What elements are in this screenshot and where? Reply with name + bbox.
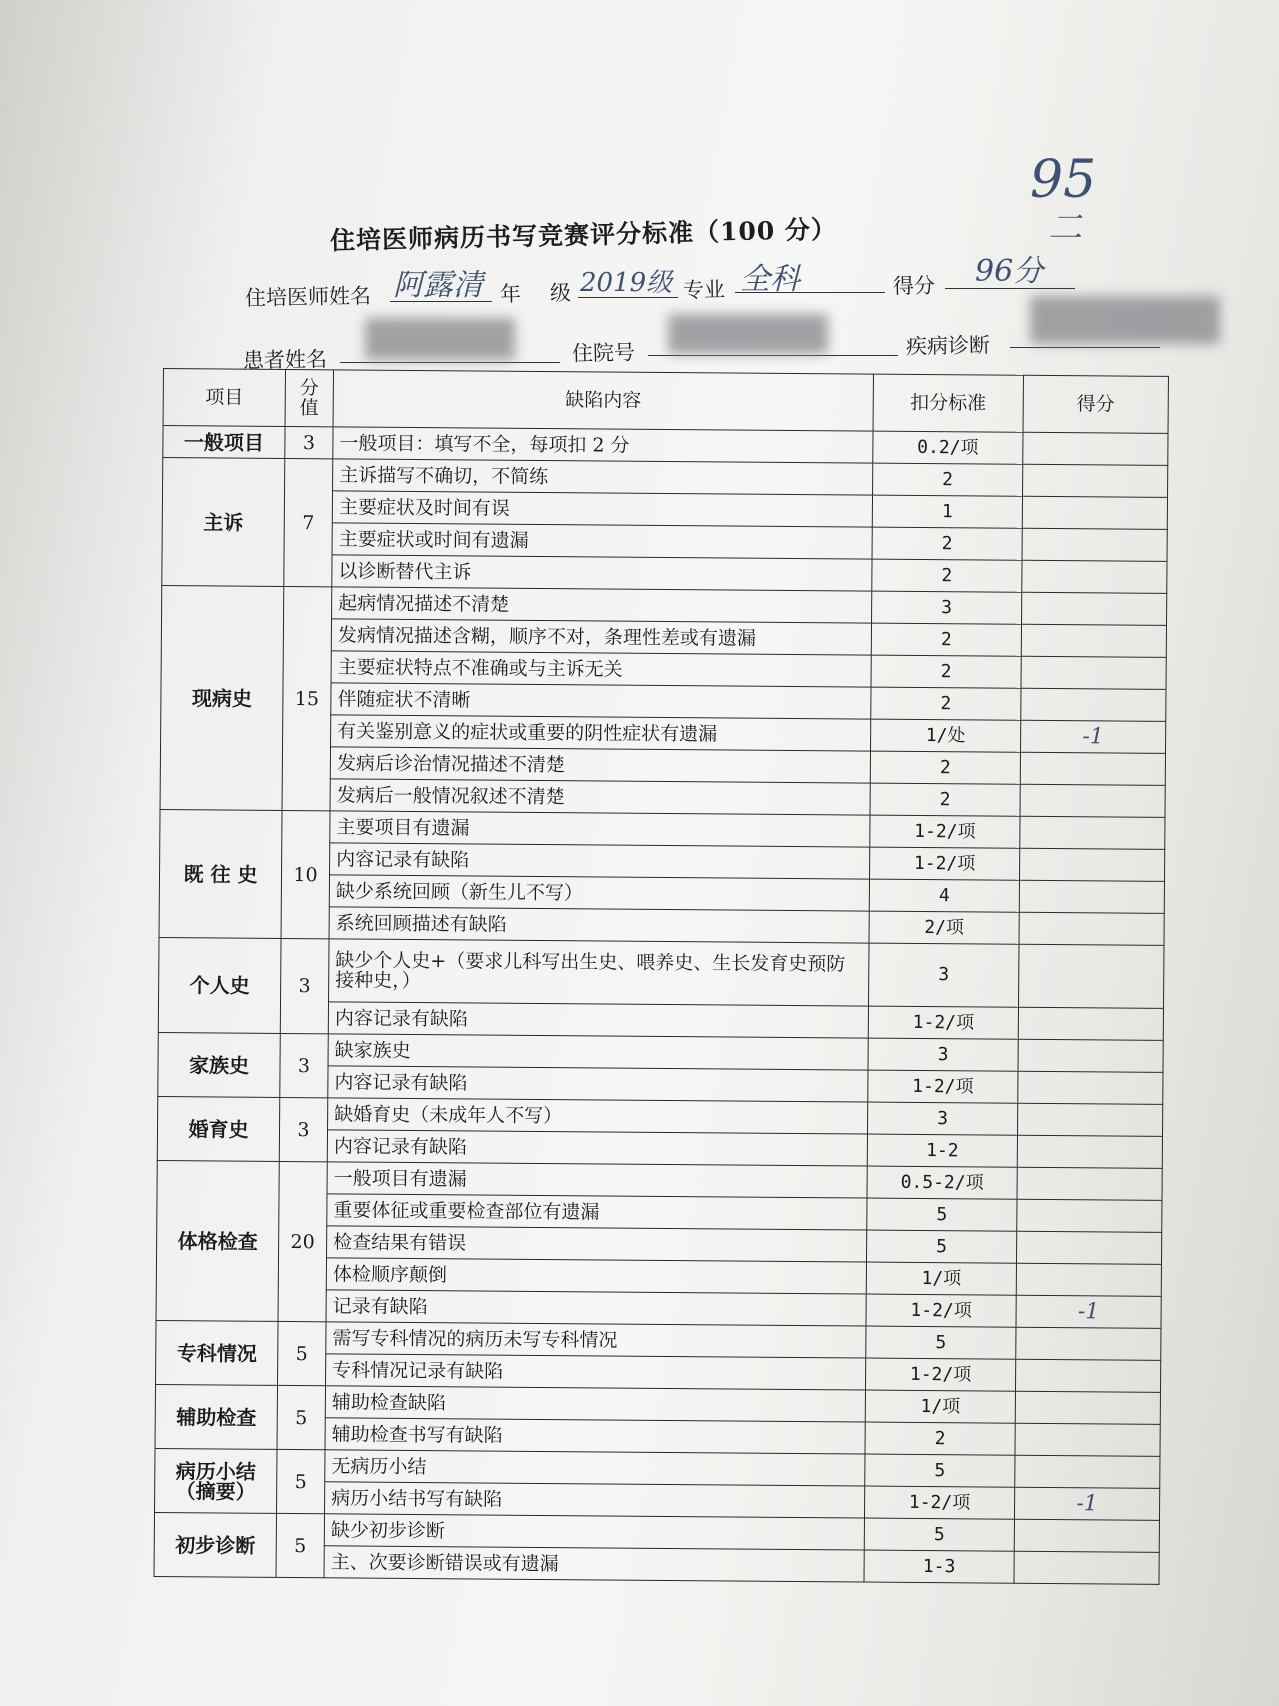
category-cell: 既 往 史 [159,809,282,938]
year-label: 年 [499,281,522,307]
deduction-standard-cell: 2 [872,559,1022,592]
defect-cell: 伴随症状不清晰 [331,683,871,719]
deduction-standard-cell: 2/项 [869,911,1019,944]
score-got-cell[interactable] [1020,816,1165,849]
deduction-standard-cell: 3 [868,1102,1018,1135]
deduction-standard-cell: 2 [870,751,1020,784]
diagnosis-underline [1010,347,1160,348]
category-cell: 一般项目 [163,426,285,459]
category-score-cell: 3 [285,426,333,458]
defect-cell: 系统回顾描述有缺陷 [329,907,869,943]
deduction-standard-cell: 2 [871,655,1021,688]
defect-cell: 检查结果有错误 [327,1226,867,1262]
deduction-standard-cell: 3 [872,591,1022,624]
defect-cell: 以诊断替代主诉 [332,555,872,591]
category-cell: 辅助检查 [155,1384,277,1449]
score-got-cell[interactable] [1019,912,1164,945]
defect-cell: 内容记录有缺陷 [328,1002,868,1038]
grade-label: 级 [549,280,572,306]
grade-value: 2019级 [580,268,673,298]
category-score-cell: 3 [280,938,329,1033]
score-got-cell[interactable] [1016,1295,1161,1328]
table-header-row [163,369,1168,434]
handwritten-deduction: -1 [1077,1298,1100,1324]
score-got-cell[interactable] [1022,496,1167,529]
deduction-standard-cell: 2 [873,463,1023,496]
deduction-standard-cell: 2 [871,687,1021,720]
score-got-cell[interactable] [1015,1391,1160,1424]
deduction-standard-cell: 1/项 [865,1390,1015,1423]
category-score-cell: 3 [280,1033,329,1097]
table-row [160,809,1165,849]
deduction-standard-cell: 2 [872,527,1022,560]
category-score-cell: 7 [284,458,333,586]
defect-cell: 内容记录有缺陷 [327,1130,867,1166]
defect-cell: 辅助检查书写有缺陷 [325,1418,865,1454]
table-row [157,1160,1162,1200]
deduction-standard-cell: 5 [866,1230,1016,1263]
score-got-cell[interactable] [1020,784,1165,817]
deduction-standard-cell: 1-2/项 [870,847,1020,880]
deduction-standard-cell: 5 [866,1326,1016,1359]
defect-cell: 记录有缺陷 [326,1290,866,1326]
table-row [158,1096,1163,1136]
admission-no-underline [648,355,898,356]
defect-cell: 缺少系统回顾（新生儿不写） [329,875,869,911]
score-got-cell[interactable] [1014,1519,1159,1552]
page-title: 住培医师病历书写竞赛评分标准（100 分） [329,214,838,256]
category-cell: 家族史 [158,1032,280,1097]
category-cell: 病历小结（摘要） [155,1448,277,1513]
handwritten-deduction: -1 [1082,723,1104,749]
deduction-standard-cell: 0.2/项 [873,431,1023,464]
defect-cell: 缺少初步诊断 [324,1514,864,1550]
handwritten-total-score: 95 [1030,150,1097,210]
score-got-cell[interactable] [1023,432,1168,465]
table-row [154,1512,1159,1552]
col-header-item: 项目 [163,369,285,427]
defect-cell: 辅助检查缺陷 [325,1386,865,1422]
deduction-standard-cell: 5 [867,1198,1017,1231]
category-cell: 婚育史 [157,1096,279,1161]
score-got-cell[interactable] [1022,592,1167,625]
category-score-cell: 3 [279,1097,328,1161]
score-got-cell[interactable] [1017,1167,1162,1200]
patient-name-redaction [365,318,515,360]
defect-cell: 需写专科情况的病历未写专科情况 [326,1322,866,1358]
score-got-cell[interactable] [1019,944,1164,1008]
patient-name-label: 患者姓名 [242,347,328,373]
table-row [163,458,1168,498]
defect-cell: 重要体征或重要检查部位有遗漏 [327,1194,867,1230]
table-body [154,426,1168,1585]
resident-name-value: 阿露清 [393,268,483,303]
defect-cell: 无病历小结 [325,1450,865,1486]
deduction-standard-cell: 2 [865,1422,1015,1455]
score-got-cell[interactable] [1015,1359,1160,1392]
score-got-cell[interactable] [1022,560,1167,593]
defect-cell: 缺家族史 [328,1034,868,1070]
deduction-standard-cell: 1/项 [866,1262,1016,1295]
deduction-standard-cell: 1-3 [864,1550,1014,1583]
score-got-cell[interactable] [1018,1039,1163,1072]
category-score-cell: 10 [281,810,330,938]
defect-cell: 主、次要诊断错误或有遗漏 [324,1546,864,1582]
defect-cell: 主要项目有遗漏 [330,811,870,847]
defect-cell: 起病情况描述不清楚 [332,587,872,623]
col-header-got: 得分 [1023,375,1168,433]
deduction-standard-cell: 1-2 [867,1134,1017,1167]
score-got-cell[interactable] [1023,464,1168,497]
category-cell: 现病史 [160,585,284,810]
deduction-standard-cell: 2 [871,623,1021,656]
deduction-standard-cell: 4 [869,879,1019,912]
deduction-standard-cell: 3 [869,943,1019,1007]
deduction-standard-cell: 1-2/项 [868,1070,1018,1103]
defect-cell: 有关鉴别意义的症状或重要的阴性症状有遗漏 [331,715,871,751]
defect-cell: 主要症状特点不准确或与主诉无关 [331,651,871,687]
defect-cell: 主要症状或时间有遗漏 [332,523,872,559]
defect-cell: 一般项目有遗漏 [327,1162,867,1198]
diagnosis-redaction [1030,296,1220,344]
deduction-standard-cell: 0.5-2/项 [867,1166,1017,1199]
deduction-standard-cell: 5 [864,1518,1014,1551]
score-got-cell[interactable] [1017,1135,1162,1168]
col-header-defect: 缺陷内容 [333,370,873,431]
category-cell: 主诉 [162,458,285,587]
defect-cell: 主要症状及时间有误 [332,491,872,527]
deduction-standard-cell: 1-2/项 [870,815,1020,848]
category-cell: 体格检查 [156,1160,279,1321]
score-got-cell[interactable] [1022,528,1167,561]
defect-cell: 体检顺序颠倒 [326,1258,866,1294]
handwritten-deduction: -1 [1076,1490,1098,1516]
deduction-standard-cell: 1-2/项 [868,1006,1018,1039]
table-row [155,1448,1160,1488]
score-got-cell[interactable] [1015,1455,1160,1488]
scoring-table [154,368,1169,1585]
deduction-standard-cell: 1/处 [871,719,1021,752]
score-got-cell[interactable] [1018,1103,1163,1136]
defect-cell: 专科情况记录有缺陷 [326,1354,866,1390]
score-got-cell[interactable] [1018,1071,1163,1104]
score-got-cell[interactable] [1019,880,1164,913]
defect-cell: 一般项目：填写不全，每项扣 2 分 [333,427,873,463]
handwritten-mark: 二 [1048,208,1082,248]
resident-name-label: 住培医师姓名 [244,283,372,311]
table-row [158,1032,1163,1072]
deduction-standard-cell: 1-2/项 [866,1294,1016,1327]
deduction-standard-cell: 1-2/项 [864,1486,1014,1519]
category-cell: 专科情况 [156,1320,278,1385]
table-row [156,1320,1161,1360]
score-got-cell[interactable] [1021,720,1166,753]
category-score-cell: 15 [282,586,332,810]
defect-cell: 发病情况描述含糊，顺序不对，条理性差或有遗漏 [331,619,871,655]
defect-cell: 主诉描写不确切，不简练 [333,459,873,495]
score-got-cell[interactable] [1021,624,1166,657]
table-row [162,585,1167,625]
score-label: 得分 [892,273,936,299]
score-got-cell[interactable] [1021,688,1166,721]
table-row [159,937,1164,1008]
defect-cell: 内容记录有缺陷 [328,1066,868,1102]
deduction-standard-cell: 1 [872,495,1022,528]
patient-name-underline [340,362,560,363]
score-got-cell[interactable] [1014,1551,1159,1584]
score-got-cell[interactable] [1016,1327,1161,1360]
defect-cell: 发病后一般情况叙述不清楚 [330,779,870,815]
category-score-cell: 20 [278,1161,327,1321]
category-cell: 个人史 [158,937,281,1033]
major-label: 专业 [682,277,726,303]
category-score-cell: 5 [278,1321,327,1385]
score-got-cell[interactable] [1014,1487,1159,1520]
score-got-cell[interactable] [1018,1007,1163,1040]
diagnosis-label: 疾病诊断 [905,333,991,359]
category-score-cell: 5 [276,1513,325,1577]
col-header-standard: 扣分标准 [873,374,1023,432]
defect-cell: 内容记录有缺陷 [330,843,870,879]
score-value: 96分 [975,254,1044,289]
score-got-cell[interactable] [1016,1263,1161,1296]
defect-cell: 缺少个人史+（要求儿科写出生史、喂养史、生长发育史预防接种史，） [329,939,869,1006]
deduction-standard-cell: 1-2/项 [865,1358,1015,1391]
deduction-standard-cell: 3 [868,1038,1018,1071]
admission-no-redaction [668,314,828,354]
scoring-table-wrap [154,368,1168,1585]
score-got-cell[interactable] [1021,656,1166,689]
table-row [155,1384,1160,1424]
defect-cell: 缺婚育史（未成年人不写） [328,1098,868,1134]
col-header-score: 分值 [285,369,333,426]
score-got-cell[interactable] [1015,1423,1160,1456]
admission-no-label: 住院号 [571,340,636,366]
score-got-cell[interactable] [1016,1231,1161,1264]
category-score-cell: 5 [277,1385,326,1449]
score-got-cell[interactable] [1017,1199,1162,1232]
defect-cell: 发病后诊治情况描述不清楚 [330,747,870,783]
deduction-standard-cell: 2 [870,783,1020,816]
score-got-cell[interactable] [1020,752,1165,785]
category-cell: 初步诊断 [154,1512,276,1577]
score-got-cell[interactable] [1020,848,1165,881]
deduction-standard-cell: 5 [865,1454,1015,1487]
category-score-cell: 5 [277,1449,326,1513]
major-value: 全科 [740,262,800,297]
defect-cell: 病历小结书写有缺陷 [325,1482,865,1518]
